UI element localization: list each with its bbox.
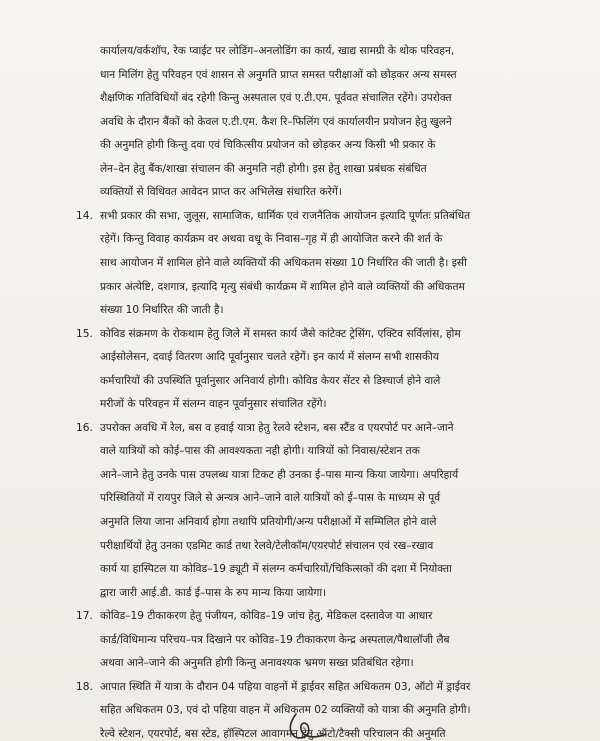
text-line: आईसोलेसन, दवाई वितरण आदि पूर्वानुसार चलते रहेगें। इन कार्य में संलग्न सभी शासकीय	[100, 351, 440, 363]
text-line: व्यक्तियों से विधिवत आवेदन प्राप्त कर अभिलेख संधारित करेगें।	[100, 186, 342, 198]
text-line: सभी प्रकार की सभा, जुलूस, सामाजिक, धार्मिक एवं राजनैतिक आयोजन इत्यादि पूर्णतः प्रतिबंधित	[100, 210, 471, 222]
text-line: कोविड संक्रमण के रोकथाम हेतु जिले में समस्त कार्य जैसे कांटेक्ट ट्रेसिंग, एक्टिव सर्विलांस, होम	[100, 328, 461, 340]
item-number: 17.	[76, 610, 93, 622]
text-line: अनुमति लिया जाना अनिवार्य होगा तथापि प्रतियोगी/अन्य परीक्षाओं में सम्मिलित होने वाले	[100, 516, 437, 528]
text-line: कोविड–19 टीकाकरण हेतु पंजीयन, कोविड–19 जांच हेतु, मेडिकल दस्तावेज या आधार	[100, 610, 433, 622]
text-line: धान मिलिंग हेतु परिवहन एवं शासन से अनुमति प्राप्त समस्त परीक्षाओं को छोड़कर अन्य समस्त	[100, 69, 457, 81]
text-line: आने–जाने हेतु उनके पास उपलब्ध यात्रा टिकट ही उनका ई–पास मान्य किया जायेगा। अपरिहार्य	[100, 469, 459, 481]
text-line: लेन–देन हेतु बैंक/शाखा संचालन की अनुमति नही होगी। इस हेतु शाखा प्रबंधक संबंधित	[100, 163, 427, 175]
text-line: रेल्वे स्टेशन, एयरपोर्ट, बस स्टेड, हॉस्पिटल आवागमन हेतु ऑटो/टैक्सी परिचालन की अनुमति	[100, 728, 446, 740]
text-line: अवधि के दौरान बैंकों को केवल ए.टी.एम. कैश रि–फिलिंग एवं कार्यालयीन प्रयोजन हेतु खुलने	[100, 116, 452, 128]
text-line: की अनुमति होगी किन्तु दवा एवं चिकित्सीय प्रयोजन को छोड़कर अन्य किसी भी प्रकार के	[100, 139, 436, 151]
text-line: कार्यालय/वर्कशॉप, रेक प्वाईट पर लोडिंग–अनलोडिंग का कार्य, खाद्य सामग्री के थोक परिवहन,	[100, 45, 455, 57]
text-line: कर्मचारियों की उपस्थिति पूर्वानुसार अनिवार्य होगी। कोविड केयर सेंटर से डिस्चार्ज होने वाले	[100, 375, 441, 387]
text-line: वाले यात्रियों को कोई–पास की आवश्यकता नही होगी। यात्रियों को निवास/स्टेशन तक	[100, 445, 420, 457]
pen-mark-icon	[268, 712, 338, 741]
text-line: सहित अधिकतम 03, एवं दो पहिया वाहन में अधिकतम 02 व्यक्तियों को यात्रा की अनुमति होगी।	[100, 704, 471, 716]
text-line: उपरोक्त अवधि में रेल, बस व हवाई यात्रा हेतु रेलवे स्टेशन, बस स्टैंड व एयरपोर्ट पर आने–जाने	[100, 422, 454, 434]
text-line: परीक्षार्थियों हेतु उनका एडमिट कार्ड तथा रेलवे/टेलीकॉम/एयरपोर्ट संचालन एवं रख–रखाव	[100, 540, 434, 552]
text-line: संख्या 10 निर्धारित की जाती है।	[100, 304, 224, 316]
text-line: परिस्थितियों में रायपुर जिले से अन्यत्र आने–जाने वाले यात्रियों को ई–पास के माध्यम से पूर्व	[100, 492, 441, 504]
text-line: कार्य या हास्पिटल या कोविड–19 ड्यूटी में संलग्न कर्मचारियों/चिकित्सकों की दशा में नियोक्ता	[100, 563, 452, 575]
text-line: मरीजों के परिवहन में संलग्न वाहन पूर्वानुसार संचालित रहेंगे।	[100, 398, 327, 410]
text-line: अथवा आने–जाने की अनुमति होगी किन्तु अनावश्यक भ्रमण सख्त प्रतिबंधित रहेगा।	[100, 657, 414, 669]
text-line: आपात स्थिति में यात्रा के दौरान 04 पहिया वाहनों में ड्राईवर सहित अधिकतम 03, ऑटो में ड्राईवर	[100, 681, 471, 693]
item-number: 14.	[76, 210, 93, 222]
text-line: प्रकार अंत्येष्टि, दशगात्र, इत्यादि मृत्यु संबंधी कार्यक्रम में शामिल होने वाले व्यक्तियों की अधिकतम	[100, 281, 465, 293]
text-line: द्वारा जारी आई.डी. कार्ड ई–पास के रुप मान्य किया जायेगा।	[100, 587, 327, 599]
text-line: साथ आयोजन में शामिल होने वाले व्यक्तियों की अधिकतम संख्या 10 निर्धारित की जाती है। इसी	[100, 257, 467, 269]
text-line: कार्ड/विधिमान्य परिचय–पत्र दिखाने पर कोविड–19 टीकाकरण केन्द्र अस्पताल/पैथालॉजी लैब	[100, 634, 450, 646]
item-number: 15.	[76, 328, 93, 340]
item-number: 16.	[76, 422, 93, 434]
item-number: 18.	[76, 681, 93, 693]
text-line: शैक्षणिक गतिविधियों बंद रहेगी किन्तु अस्पताल एवं ए.टी.एम. पूर्ववत संचालित रहेंगे। उपरोक्त	[100, 92, 452, 104]
text-line: रहेगें। किन्तु विवाह कार्यक्रम वर अथवा वधू के निवास–गृह में ही आयोजित करने की शर्त के	[100, 233, 443, 245]
